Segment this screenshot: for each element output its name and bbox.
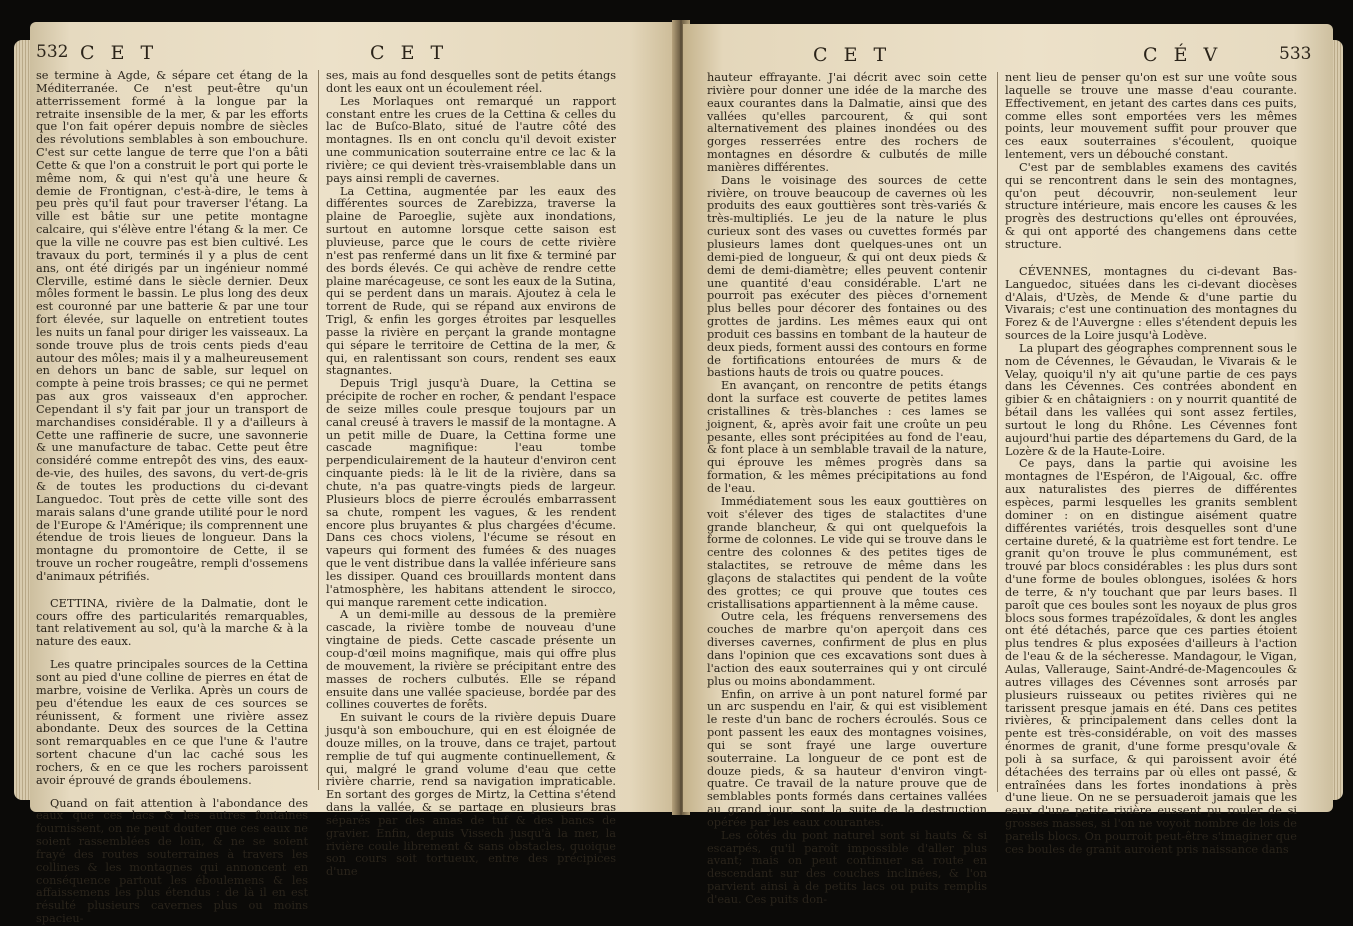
paragraph: Dans le voisinage des sources de cette rivière, on trouve beaucoup de cavernes où les produits des eaux gouttières sont très-variés & très-multipliés. Le jeu de la nature le plus curieux sont des vases ou cuvettes formés par plusieurs lames dont quelques-unes ont un demi-pied de longueur, & qui ont deux pieds & demi de demi-diamètre; elles peuvent contenir une quantité d'eau considérable. L'art ne pourroit pas exécuter des pièces d'ornement plus belles pour décorer des fontaines ou des grottes de jardins. Les mêmes eaux qui ont produit ces bassins en tombant de la hauteur de deux pieds, forment aussi des contours en forme de fortifications entourées de murs & de bastions hauts de trois ou quatre pouces. bbox=[707, 173, 987, 380]
page-number-left: 532 bbox=[36, 42, 69, 62]
page-number-right: 533 bbox=[1279, 44, 1312, 64]
right-page bbox=[683, 24, 1333, 906]
paragraph: hauteur effrayante. J'ai décrit avec soin cette rivière pour donner une idée de la marche des eaux courantes dans la Dalmatie, ainsi que des vallées qu'elles parcourent, & qui sont alternativement des plaines inondées ou des gorges resserrées entre des rochers de montagnes en désordre & culbutés de mille manières différentes. bbox=[707, 71, 987, 174]
paragraph: Enfin, on arrive à un pont naturel formé par un arc suspendu en l'air, & qui est visiblement le reste d'un banc de rochers écroulés. Sous ce pont passent les eaux des montagnes voisines, qui se sont frayé une large ouverture souterraine. La longueur de ce pont est de douze pieds, & sa hauteur d'environ vingt-quatre. Ce travail de la nature prouve que de semblables ponts formés dans certaines vallées au grand jour, sont la suite de la destruction opérée par les eaux courantes. bbox=[707, 687, 987, 829]
right-page-column-1 bbox=[707, 72, 987, 907]
running-head-right-col2: C É V bbox=[1143, 44, 1223, 66]
running-head-right-col1: C E T bbox=[813, 44, 892, 66]
paragraph: La Cettina, augmentée par les eaux des différentes sources de Zarebizza, traverse la plaine de Paroeglie, sujète aux inondations, surtout en automne lorsque cette saison est pluvieuse, parce que le cours de cette rivière n'est pas renfermé dans un lit fixe & terminé par des bords élevés. Ce qui achève de rendre cette plaine marécageuse, ce sont les eaux de la Sutina, qui se perdent dans un marais. Ajoutez à cela le torrent de Rude, qui se répand aux environs de Trigl, & enfin les gorges étroites par lesquelles passe la rivière en perçant la grande montagne qui sépare le territoire de Cettina de la mer, & qui, en ralentissant son cours, rendent ses eaux stagnantes. bbox=[326, 184, 616, 378]
left-page bbox=[30, 22, 680, 926]
running-head-left-col1: C E T bbox=[80, 42, 159, 64]
paragraph: Les côtés du pont naturel sont si hauts & si escarpés, qu'il paroît impossible d'aller plus avant; mais on peut continuer sa route en descendant sur des couches inclinées, & l'on parvient ainsi à de petits lacs ou puits remplis d'eau. Ces puits don- bbox=[707, 828, 987, 906]
paragraph: Les Morlaques ont remarqué un rapport constant entre les crues de la Cettina & celles du lac de Buſco-Blato, situé de l'autre côté des montagnes. Ils en ont conclu qu'il devoit exister une communication souterraine entre ce lac & la rivière; ce qui devient très-vraisemblable dans un pays ainsi rempli de cavernes. bbox=[326, 94, 616, 185]
paragraph: En suivant le cours de la rivière depuis Duare jusqu'à son embouchure, qui en est éloignée de douze milles, on la trouve, dans ce trajet, partout remplie de tuf qui augmente continuellement, & qui, malgré le grand volume d'eau que cette rivière charrie, rend sa navigation impraticable. En sortant des gorges de Mirtz, la Cettina s'étend dans la vallée, & se partage en plusieurs bras séparés par des amas de tuf & des bancs de gravier. Enfin, depuis Vissech jusqu'à la mer, la rivière coule librement & sans obstacles, quoique son cours soit tortueux, entre des précipices d'une bbox=[326, 711, 616, 879]
paragraph: C'est par de semblables examens des cavités qui se rencontrent dans le sein des montagnes, qu'on peut découvrir, non-seulement leur structure intérieure, mais encore les causes & les progrès des destructions qu'elles ont éprouvées, & qui ont apporté des changemens dans cette structure. bbox=[1005, 160, 1297, 251]
entry-heading-paragraph: CETTINA, rivière de la Dalmatie, dont le cours offre des particularités remarquables, tant relativement au sol, qu'à la marche & à la nature des eaux. bbox=[36, 596, 308, 649]
paragraph: se termine à Agde, & sépare cet étang de la Méditerranée. Ce n'est peut-être qu'un atterrissement formé à la longue par la retraite insensible de la mer, & par les efforts que l'on fait opérer depuis nombre de siècles des révolutions semblables à son embouchure. C'est sur cette langue de terre que l'on a bâti Cette & que l'on a construit le port qui porte le même nom, & qui n'est qu'à une heure & demie de Frontignan, c'est-à-dire, le tems à peu près qu'il faut pour traverser l'étang. La ville est bâtie sur une petite montagne calcaire, qui s'élève entre l'étang & la mer. Ce que la ville ne couvre pas est bien cultivé. Les travaux du port, terminés il y a plus de cent ans, ont été dirigés par un ingénieur nommé Clerville, estimé dans le siècle dernier. Deux môles forment le bassin. Le plus long des deux est couronné par une batterie & par une tour fort élevée, sur laquelle on entretient toutes les nuits un fanal pour diriger les vaisseaux. La sonde trouve plus de trois cents pieds d'eau autour des môles; mais il y a malheureusement en dehors un banc de sable, sur lequel on compte à peine trois brasses; ce qui ne permet pas aux gros vaisseaux d'en approcher. Cependant il s'y fait par jour un transport de marchandises considérable. Il y a d'ailleurs à Cette une raffinerie de sucre, une savonnerie & une manufacture de tabac. Cette peut être considéré comme entrepôt des vins, des eaux-de-vie, des huiles, des savons, du vert-de-gris & de toutes les productions du ci-devant Languedoc. Tout près de cette ville sont des marais salans d'une grande utilité pour le nord de l'Europe & l'Amérique; ils comprennent une étendue de trois lieues de longueur. Dans la montagne du promontoire de Cette, il se trouve un rocher rougeâtre, rempli d'ossemens d'animaux pétrifiés. bbox=[36, 69, 308, 583]
paragraph: nent lieu de penser qu'on est sur une voûte sous laquelle se trouve une masse d'eau courante. Effectivement, en jetant des cartes dans ces puits, comme elles sont emportées vers les mêmes points, leur mouvement suffit pour prouver que ces eaux souterraines s'écoulent, quoique lentement, vers un débouché constant. bbox=[1005, 71, 1297, 162]
paragraph: La plupart des géographes comprennent sous le nom de Cévennes, le Gévaudan, le Vivarais & le Velay, quoiqu'il n'y ait qu'une partie de ces pays dans les Cévennes. Ces contrées abondent en gibier & en châtaigniers : on y nourrit quantité de bétail dans les vallées qui sont assez fertiles, surtout le long du Rhône. Les Cévennes font aujourd'hui partie des départemens du Gard, de la Lozère & de la Haute-Loire. bbox=[1005, 341, 1297, 458]
left-page-column-1 bbox=[36, 70, 308, 926]
column-rule bbox=[997, 72, 998, 792]
paragraph: Quand on fait attention à l'abondance des eaux que ces lacs & les autres fontaines fournissent, on ne peut douter que ces eaux ne soient rassemblées de loin, & ne se soient frayé des routes souterraines à travers les collines & les montagnes qui annoncent en conséquence partout les éboulemens & les affaissemens les plus étendus : de là il en est résulté plusieurs cavernes plus ou moins spacieu- bbox=[36, 796, 308, 926]
paragraph: A un demi-mille au dessous de la première cascade, la rivière tombe de nouveau d'une vingtaine de pieds. Cette cascade présente un coup-d'œil moins magnifique, mais qui offre plus de mouvement, la rivière se précipitant entre des masses de rochers culbutés. Elle se répand ensuite dans une vallée spacieuse, bordée par des collines couvertes de forêts. bbox=[326, 608, 616, 712]
paragraph: Immédiatement sous les eaux gouttières on voit s'élever des tiges de stalactites d'une grande blancheur, & qui ont quelquefois la forme de colonnes. Le vide qui se trouve dans le centre des colonnes & des petites tiges de stalactites, se retrouve de même dans les glaçons de stalactites qui pendent de la voûte des grottes; ce qui prouve que toutes ces cristallisations appartiennent à la même cause. bbox=[707, 494, 987, 611]
column-rule bbox=[318, 70, 319, 790]
paragraph: ses, mais au fond desquelles sont de petits étangs dont les eaux ont un écoulement réel. bbox=[326, 69, 616, 95]
paragraph: En avançant, on rencontre de petits étangs dont la surface est couverte de petites lames cristallines & très-blanches : ces lames se joignent, &, après avoir fait une croûte un peu pesante, elles sont précipitées au fond de l'eau, & font place à un semblable travail de la nature, qui éprouve les mêmes progrès dans sa formation, & les mêmes précipitations au fond de l'eau. bbox=[707, 379, 987, 495]
left-page-column-2 bbox=[326, 70, 616, 879]
paragraph: Ce pays, dans la partie qui avoisine les montagnes de l'Espéron, de l'Aigoual, &c. offre aux naturalistes des pierres de différentes espèces, parmi lesquelles les granits semblent dominer : on en distingue aisément quatre différentes variétés, trois desquelles sont d'une certaine dureté, & la quatrième est fort tendre. Le granit qu'on trouve le plus communément, est trouvé par blocs considérables : les plus durs sont d'une forme de boules oblongues, isolées & hors de terre, & n'y touchant que par leurs bases. Il paroît que ces boules sont les noyaux de plus gros blocs sous formes trapézoïdales, & dont les angles ont été détachés, parce que ces parties étoient plus tendres & plus exposées d'ailleurs à l'action de l'eau & de la sécheresse. Mandagour, le Vigan, Aulas, Vallerauge, Saint-André-de-Magencoules & autres villages des Cévennes sont arrosés par plusieurs ruisseaux ou petites rivières qui ne tarissent presque jamais en été. Dans ces petites rivières, & principalement dans celles dont la pente est très-considérable, on voit des masses énormes de granit, d'une forme presqu'ovale & poli à sa surface, & qui paroissent avoir été détachées des terrains par où elles ont passé, & entraînées dans les fortes inondations à près d'une lieue. On ne se persuaderoit jamais que les eaux d'une petite rivière eussent pu rouler de si grosses masses, si l'on ne voyoit nombre de lois de pareils blocs. On pourroit peut-être s'imaginer que ces boules de granit auroient pris naissance dans bbox=[1005, 457, 1297, 856]
right-page-column-2 bbox=[1005, 72, 1297, 857]
paragraph: Outre cela, les fréquens renversemens des couches de marbre qu'on aperçoit dans ces diverses cavernes, confirment de plus en plus dans l'opinion que ces excavations sont dues à l'action des eaux souterraines qui y ont circulé plus ou moins abondamment. bbox=[707, 610, 987, 688]
paragraph: Les quatre principales sources de la Cettina sont au pied d'une colline de pierres en état de marbre, voisine de Verlika. Après un cours de peu d'étendue les eaux de ces sources se réunissent, & forment une rivière assez abondante. Deux des sources de la Cettina sont remarquables en ce que l'une & l'autre sortent chacune d'un lac caché sous les rochers, & en ce que les rochers paroissent avoir éprouvé de grands éboulemens. bbox=[36, 658, 308, 787]
paragraph: Depuis Trigl jusqu'à Duare, la Cettina se précipite de rocher en rocher, & pendant l'espace de seize milles coule presque toujours par un canal creusé à travers le massif de la montagne. A un petit mille de Duare, la Cettina forme une cascade magnifique: l'eau tombe perpendiculairement de la hauteur d'environ cent cinquante pieds: là le lit de la rivière, dans sa chute, n'a pas quatre-vingts pieds de largeur. Plusieurs blocs de pierre écroulés embarrassent sa chute, rompent les vagues, & les rendent encore plus bruyantes & plus chargées d'écume. Dans ces chocs violens, l'écume se résout en vapeurs qui forment des fumées & des nuages que le vent distribue dans la vallée inférieure sans les dissiper. Quand ces brouillards montent dans l'atmosphère, les habitans attendent le sirocco, qui manque rarement cette indication. bbox=[326, 377, 617, 609]
running-head-left-col2: C E T bbox=[370, 42, 449, 64]
entry-heading-paragraph: CÉVENNES, montagnes du ci-devant Bas-Languedoc, situées dans les ci-devant diocèses d'Alais, d'Uzès, de Mende & d'une partie du Vivarais; c'est une continuation des montagnes du Forez & de l'Auvergne : elles s'étendent depuis les sources de la Loire jusqu'à Lodève. bbox=[1005, 264, 1297, 343]
